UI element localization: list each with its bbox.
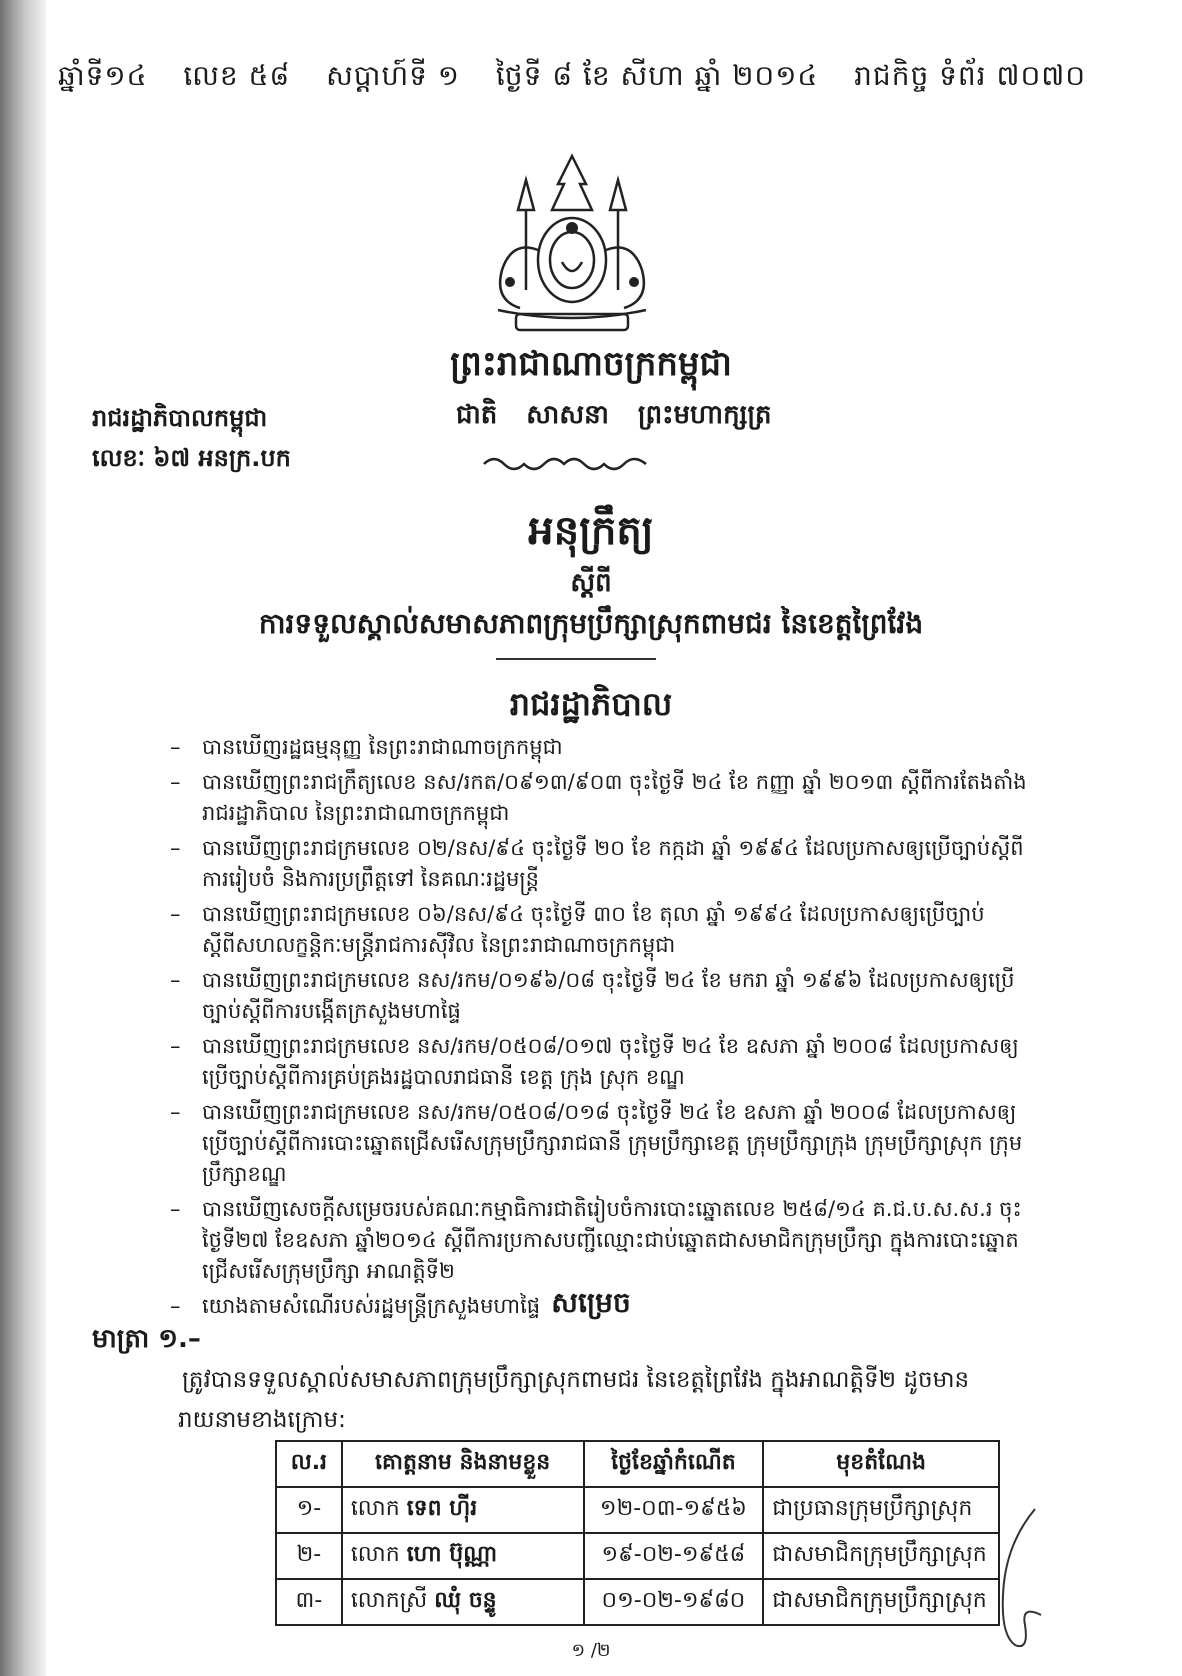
member-position: ជាសមាជិកក្រុមប្រឹក្សាស្រុក [763, 1533, 999, 1579]
article-1-line-2: រាយនាមខាងក្រោម: [178, 1407, 346, 1433]
council-members-table [275, 1440, 1000, 1626]
gazette-year: ឆ្នាំទី១៤ [58, 59, 148, 92]
consideration-item: – បានឃើញព្រះរាជក្រមលេខ ០២/នស/៩៤ ចុះថ្ងៃទី ២០ ខែ កក្កដា ឆ្នាំ ១៩៩៤ ដែលប្រកាសឲ្យប្រើច្បាប់ស្ដីពីការរៀបចំ និងការប្រព្រឹត្តទៅ នៃគណៈរដ្ឋមន្ដ្រី [170, 833, 1040, 895]
decree-title: អនុក្រឹត្យ [528, 508, 654, 554]
table-header-row [276, 1441, 999, 1487]
consideration-item: – បានឃើញព្រះរាជក្រមលេខ ០៦/នស/៩៤ ចុះថ្ងៃទី ៣០ ខែ តុលា ឆ្នាំ ១៩៩៤ ដែលប្រកាសឲ្យប្រើច្បាប់ស្ដីពីសហលក្ខន្តិកៈមន្ដ្រីរាជការស៊ីវិល នៃព្រះរាជាណាចក្រកម្ពុជា [170, 899, 1040, 961]
gazette-week: សប្ដាហ៍ទី ១ [326, 59, 460, 92]
royal-coat-of-arms-icon [472, 150, 672, 340]
table-row [276, 1487, 999, 1533]
consideration-item: – យោងតាមសំណើរបស់រដ្ឋមន្ដ្រីក្រសួងមហាផ្ទៃ [170, 1291, 1040, 1322]
decree-number: លេខៈ ៦៧ អនក្រ.បក [92, 444, 291, 472]
member-dob: ១២-០៣-១៩៥៦ [584, 1487, 764, 1533]
header-dob: ថ្ងៃខែឆ្នាំកំណើត [584, 1441, 764, 1487]
member-name: ឈុំ ចន្ទូ [434, 1588, 497, 1613]
member-name-cell [342, 1487, 584, 1533]
member-dob: ១៩-០២-១៩៥៨ [584, 1533, 764, 1579]
consideration-item: – បានឃើញព្រះរាជក្រមលេខ នស/រកម/០៥០៨/០១៨ ចុះថ្ងៃទី ២៤ ខែ ឧសភា ឆ្នាំ ២០០៨ ដែលប្រកាសឲ្យប្រើច្បាប់ស្ដីពីការបោះឆ្នោតជ្រើសរើសក្រុមប្រឹក្សារាជធានី ក្រុមប្រឹក្សាខេត្ត ក្រុមប្រឹក្សាក្រុង ក្រុមប្រឹក្សាស្រុក ក្រុមប្រឹក្សាខណ្ឌ [170, 1097, 1040, 1190]
considerations-list [170, 732, 1040, 1326]
decision-heading: សម្រេច [551, 1286, 631, 1319]
table-row [276, 1533, 999, 1579]
kingdom-title: ព្រះរាជាណាចក្រកម្ពុជា [450, 344, 732, 384]
member-name: ហោ ប៊ុណ្ណា [406, 1542, 498, 1567]
member-title: លោក [350, 1496, 400, 1521]
consideration-item: – បានឃើញព្រះរាជក្រមលេខ នស/រកម/០៥០៨/០១៧ ចុះថ្ងៃទី ២៤ ខែ ឧសភា ឆ្នាំ ២០០៨ ដែលប្រកាសឲ្យប្រើច្បាប់ស្ដីពីការគ្រប់គ្រងរដ្ឋបាលរាជធានី ខេត្ត ក្រុង ស្រុក ខណ្ឌ [170, 1031, 1040, 1093]
member-position: ជាប្រធានក្រុមប្រឹក្សាស្រុក [763, 1487, 999, 1533]
member-number: ៣- [276, 1579, 342, 1625]
ornament-divider-icon [480, 452, 650, 476]
member-number: ២- [276, 1533, 342, 1579]
consideration-item: – បានឃើញព្រះរាជក្រឹត្យលេខ នស/រកត/០៩១៣/៩០៣ ចុះថ្ងៃទី ២៤ ខែ កញ្ញា ឆ្នាំ ២០១៣ ស្ដីពីការតែងតាំងរាជរដ្ឋាភិបាល នៃព្រះរាជាណាចក្រកម្ពុជា [170, 767, 1040, 829]
member-position: ជាសមាជិកក្រុមប្រឹក្សាស្រុក [763, 1579, 999, 1625]
decree-subject: ការទទួលស្គាល់សមាសភាពក្រុមប្រឹក្សាស្រុកពាមជរ នៃខេត្តព្រៃវែង [258, 607, 924, 640]
consideration-item: – បានឃើញព្រះរាជក្រមលេខ នស/រកម/០១៩៦/០៨ ចុះថ្ងៃទី ២៤ ខែ មករា ឆ្នាំ ១៩៩៦ ដែលប្រកាសឲ្យប្រើច្បាប់ស្ដីពីការបង្កើតក្រសួងមហាផ្ទៃ [170, 965, 1040, 1027]
decree-issuer: រាជរដ្ឋាភិបាល [509, 685, 673, 723]
page-number: ១ /២ [571, 1640, 611, 1661]
member-title: លោកស្រី [350, 1588, 428, 1613]
national-motto: ជាតិ សាសនា ព្រះមហាក្សត្រ [456, 400, 772, 430]
header-position: មុខតំណែង [763, 1441, 999, 1487]
member-number: ១- [276, 1487, 342, 1533]
gazette-page: រាជកិច្ច ទំព័រ ៧០៧០ [854, 59, 1087, 92]
gazette-header [58, 58, 1098, 99]
article-1-text [178, 1360, 1042, 1440]
member-name: ទេព ហ៊ីរ [406, 1496, 478, 1521]
subject-divider [496, 658, 656, 660]
article-1-heading: មាត្រា ១.– [92, 1324, 201, 1354]
gazette-date: ថ្ងៃទី ៨ ខែ សីហា ឆ្នាំ ២០១៤ [495, 59, 819, 92]
decree-subject-label: ស្ដីពី [570, 568, 612, 598]
government-name: រាជរដ្ឋាភិបាលកម្ពុជា [92, 404, 268, 432]
article-1-line-1: ត្រូវបានទទួលស្គាល់សមាសភាពក្រុមប្រឹក្សាស្រុកពាមជរ នៃខេត្តព្រៃវែង ក្នុងអាណត្តិទី២ ដូចមាន [182, 1367, 970, 1393]
gazette-issue: លេខ ៥៨ [183, 59, 291, 92]
member-name-cell [342, 1579, 584, 1625]
table-row [276, 1579, 999, 1625]
header-name: គោត្តនាម និងនាមខ្លួន [342, 1441, 584, 1487]
consideration-item: – បានឃើញរដ្ឋធម្មនុញ្ញ នៃព្រះរាជាណាចក្រកម្ពុជា [170, 732, 1040, 763]
member-name-cell [342, 1533, 584, 1579]
issuer-block [92, 398, 291, 478]
member-dob: ០១-០២-១៩៨០ [584, 1579, 764, 1625]
consideration-item: – បានឃើញសេចក្ដីសម្រេចរបស់គណៈកម្មាធិការជាតិរៀបចំការបោះឆ្នោតលេខ ២៥៨/១៤ គ.ជ.ប.ស.ស.រ ចុះថ្ងៃទី២៧ ខែឧសភា ឆ្នាំ២០១៤ ស្ដីពីការប្រកាសបញ្ជីឈ្មោះជាប់ឆ្នោតជាសមាជិកក្រុមប្រឹក្សា ក្នុងការបោះឆ្នោតជ្រើសរើសក្រុមប្រឹក្សា អាណត្តិទី២ [170, 1194, 1040, 1287]
initial-signature-icon [985, 1505, 1055, 1655]
member-title: លោក [350, 1542, 400, 1567]
header-number: ល.រ [276, 1441, 342, 1487]
